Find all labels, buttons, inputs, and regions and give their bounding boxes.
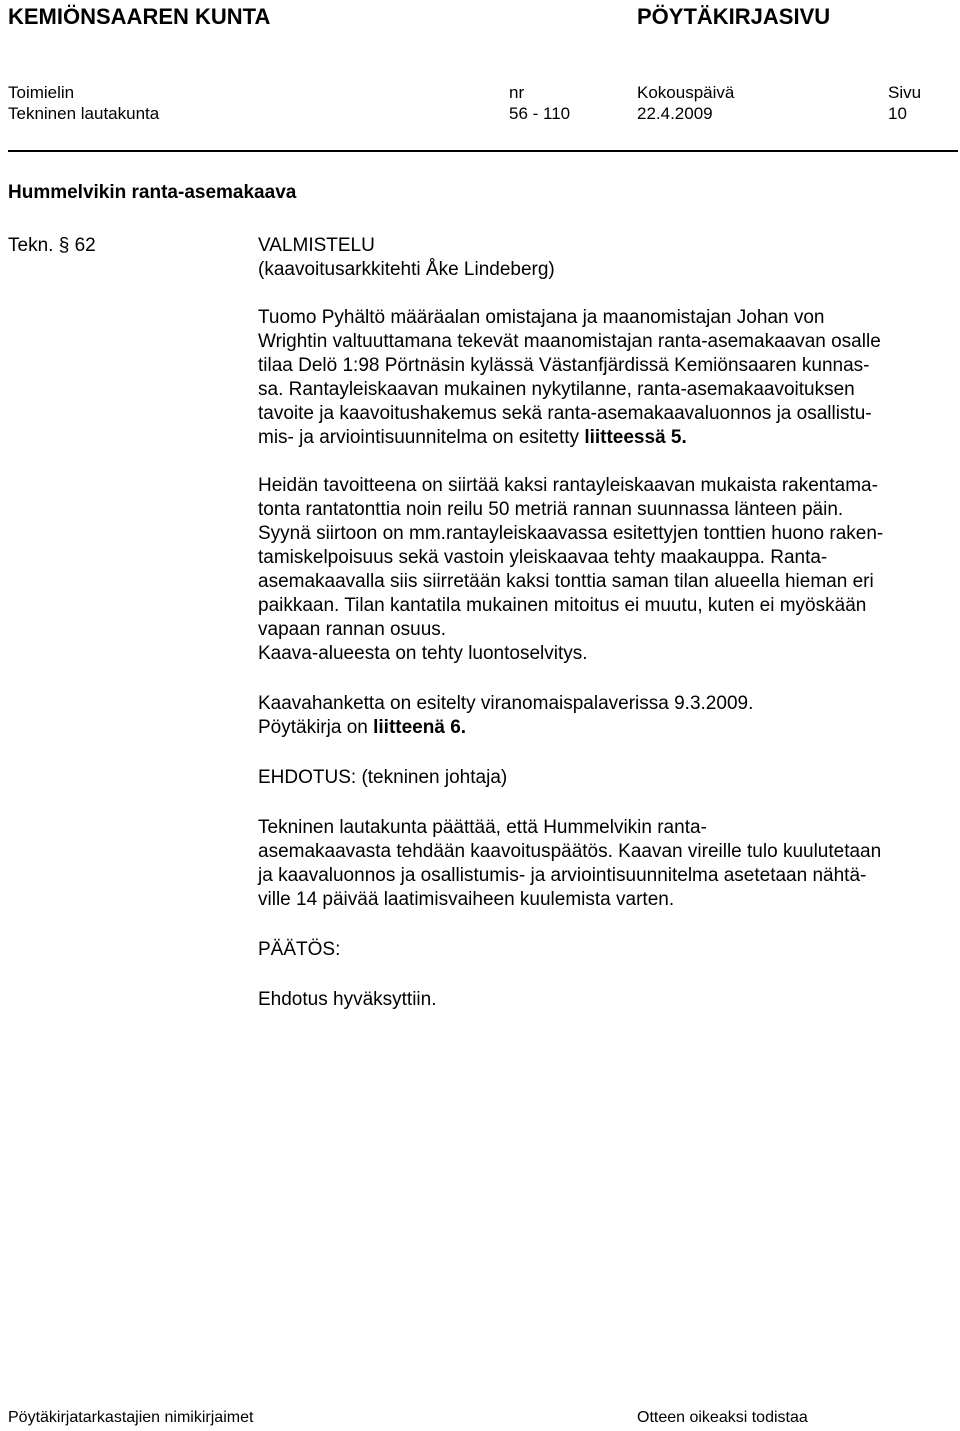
paragraph-4 (258, 816, 958, 912)
preparation-title: VALMISTELU (258, 235, 375, 256)
org-name: KEMIÖNSAAREN KUNTA (8, 4, 271, 29)
decision-text: Ehdotus hyväksyttiin. (258, 989, 437, 1010)
header-divider (8, 150, 958, 152)
section-symbol: § (58, 235, 70, 256)
paragraph-prefix: Tekn. (8, 235, 54, 256)
label-nr: nr (509, 83, 525, 102)
text-line: tonta rantatonttia noin reilu 50 metriä rannan suunnassa länteen päin. (258, 499, 844, 520)
text-line: vapaan rannan osuus. (258, 619, 447, 640)
text-run: mis- ja arviointisuunnitelma on esitetty (258, 427, 585, 448)
text-line: Wrightin valtuuttamana tekevät maanomistajan ranta-asemakaavan osalle (258, 331, 881, 352)
preparation-author: (kaavoitusarkkitehti Åke Lindeberg) (258, 259, 555, 280)
decision-title: PÄÄTÖS: (258, 939, 341, 960)
paragraph-3 (258, 692, 958, 740)
text-line: Heidän tavoitteena on siirtää kaksi rantayleiskaavan mukaista rakentama- (258, 475, 878, 496)
text-line: Kaavahanketta on esitelty viranomaispalaverissa 9.3.2009. (258, 693, 754, 714)
text-line: asemakaavalla siis siirretään kaksi tonttia saman tilan alueella hieman eri (258, 571, 874, 592)
value-nr: 56 - 110 (509, 104, 571, 123)
proposal-title: EHDOTUS: (tekninen johtaja) (258, 767, 508, 788)
footer-certification-label: Otteen oikeaksi todistaa (637, 1409, 808, 1426)
value-body: Tekninen lautakunta (8, 104, 160, 123)
text-run: . (460, 717, 467, 738)
value-date: 22.4.2009 (637, 104, 713, 123)
paragraph-1 (258, 306, 958, 450)
label-body: Toimielin (8, 83, 75, 102)
attachment-reference: liitteessä 5 (584, 427, 682, 448)
paragraph-ref (8, 234, 96, 258)
text-line: paikkaan. Tilan kantatila mukainen mitoitus ei muutu, kuten ei myöskään (258, 595, 867, 616)
text-run: . (681, 427, 687, 448)
value-page: 10 (888, 104, 907, 123)
text-line: Tuomo Pyhältö määräalan omistajana ja maanomistajan Johan von (258, 307, 825, 328)
text-line: sa. Rantayleiskaavan mukainen nykytilanne, ranta-asemakaavoituksen (258, 379, 855, 400)
text-line: Syynä siirtoon on mm.rantayleiskaavassa esitettyjen tonttien huono raken- (258, 523, 884, 544)
document-type: PÖYTÄKIRJASIVU (637, 4, 831, 29)
text-line (258, 716, 958, 740)
text-line: ja kaavaluonnos ja osallistumis- ja arviointisuunnitelma asetetaan nähtä- (258, 865, 867, 886)
text-run: Pöytäkirja on (258, 717, 374, 738)
text-line: tamiskelpoisuus sekä vastoin yleiskaavaa tehty maakauppa. Ranta- (258, 547, 828, 568)
footer-initials-label: Pöytäkirjatarkastajien nimikirjaimet (8, 1409, 254, 1426)
attachment-reference: liitteenä 6 (373, 717, 461, 738)
text-line: Kaava-alueesta on tehty luontoselvitys. (258, 643, 588, 664)
text-line: Tekninen lautakunta päättää, että Hummelvikin ranta- (258, 817, 707, 838)
text-line: tavoite ja kaavoitushakemus sekä ranta-asemakaavaluonnos ja osallistu- (258, 403, 872, 424)
label-page: Sivu (888, 83, 922, 102)
text-line-last (258, 426, 958, 450)
text-line: asemakaavasta tehdään kaavoituspäätös. Kaavan vireille tulo kuulutetaan (258, 841, 882, 862)
paragraph-2 (258, 474, 958, 666)
section-title: Hummelvikin ranta-asemakaava (8, 182, 297, 203)
label-date: Kokouspäivä (637, 83, 735, 102)
text-line: ville 14 päivää laatimisvaiheen kuulemista varten. (258, 889, 675, 910)
text-line: tilaa Delö 1:98 Pörtnäsin kylässä Västanfjärdissä Kemiönsaaren kunnas- (258, 355, 870, 376)
paragraph-number: 62 (74, 235, 96, 256)
